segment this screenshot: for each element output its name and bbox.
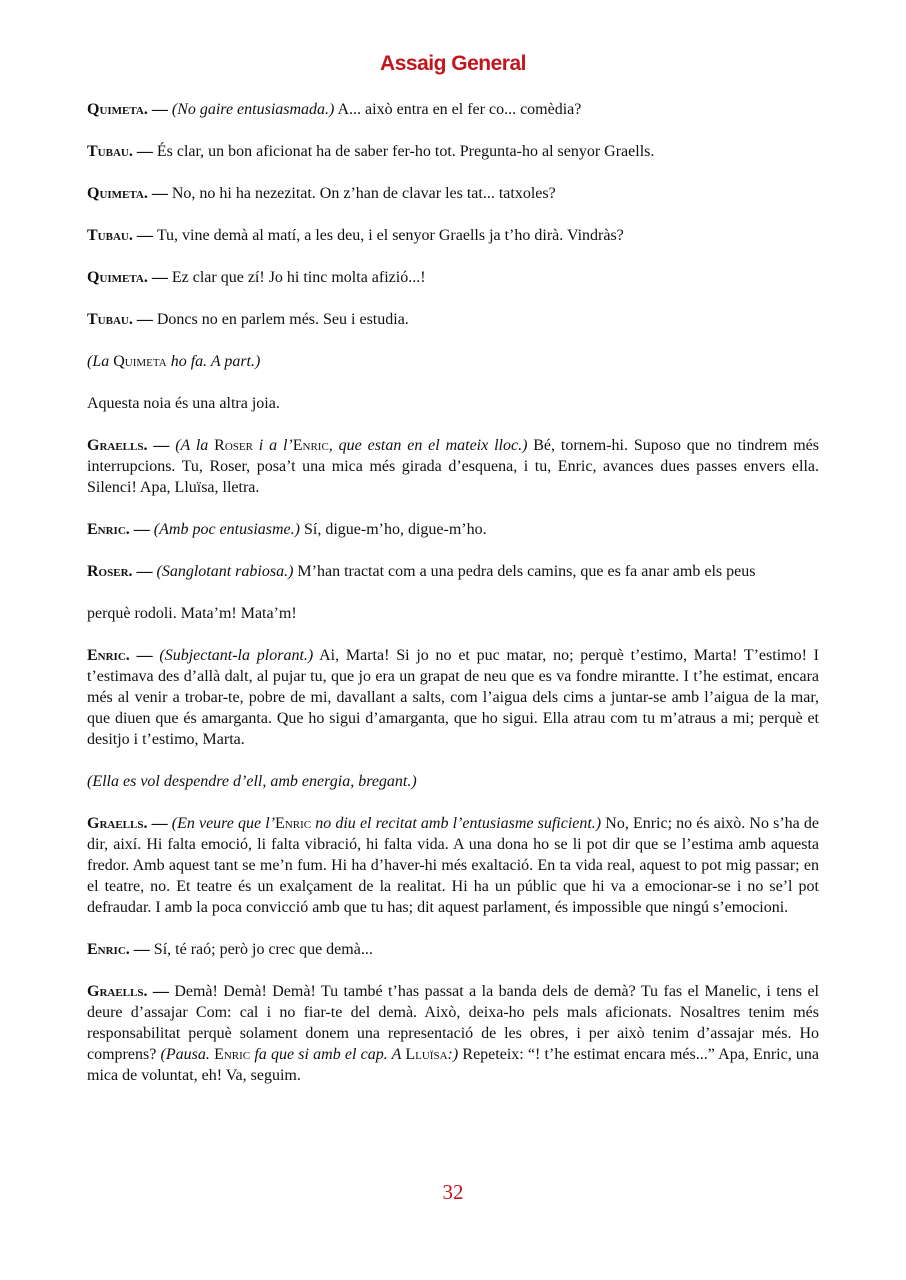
dialogue-paragraph: Graells. — Demà! Demà! Demà! Tu també t’has passat a la banda dels de demà? Tu fas el Manelic, i tens el deure d’assajar Com: cal i no fiar-te del demà. Això, deixa-ho pels mals aficionats. Nosaltres tenim més responsabilitat perquè solament donem una representació de les obres, i per això tenim d’assajar més. Ho comprens? (Pausa. Enric fa que si amb el cap. A Lluïsa:) Repeteix: “! t’he estimat encara més...” Apa, Enric, una mica de voluntat, eh! Va, seguim. [87, 983, 820, 1084]
dialogue-paragraph: Quimeta. — (No gaire entusiasmada.) A... això entra en el fer co... comèdia? [87, 101, 582, 118]
character-name: Enric [214, 1046, 251, 1063]
dialogue-text: Sí, té raó; però jo crec que demà... [153, 941, 373, 958]
dialogue-text: Tu, vine demà al matí, a les deu, i el senyor Graells ja t’ho dirà. Vindràs? [156, 227, 624, 244]
dialogue-paragraph: Tubau. — Doncs no en parlem més. Seu i estudia. [87, 311, 409, 328]
stage-direction: (Sanglotant rabiosa.) [156, 563, 294, 580]
dialogue-paragraph: Enric. — (Amb poc entusiasme.) Sí, digue-m’ho, digue-m’ho. [87, 521, 487, 538]
dialogue-text: perquè rodoli. Mata’m! Mata’m! [87, 605, 297, 622]
dialogue-text: Demà! Demà! Demà! Tu també t’has passat a la banda dels de demà? Tu fas el Manelic, i tens el deure d’assajar Com: cal i no fiar-te del demà. Això, deixa-ho pels mals aficionats. Nosaltres tenim més responsabilitat perquè solament donem una representació de les obres, i per això tenim d’assajar més. Ho comprens? [87, 983, 820, 1063]
stage-direction: (En veure que l’Enric no diu el recitat amb l’entusiasme suficient.) [171, 815, 602, 832]
dialogue-paragraph: Graells. — (En veure que l’Enric no diu el recitat amb l’entusiasme suficient.) No, Enric; no és això. No s’ha de dir, així. Hi falta emoció, li falta vibració, hi falta vida. A una dona ho se li pot dir que se l’estima amb aquesta fredor. Amb aquest tant se me’n fum. Hi ha d’haver-hi més exaltació. En ta vida real, aquest to pot mig passar; en el teatre, no. Et teatre és un exalçament de la realitat. Hi ha un públic que hi va a emocionar-se i no se’l pot defraudar. I amb la poca convicció amb que tu has; dit aquest parlament, és impossible que ningú s’emocioni. [87, 815, 820, 916]
dialogue-text: No, Enric; no és això. No s’ha de dir, així. Hi falta emoció, li falta vibració, hi falta vida. A una dona ho se li pot dir que se l’estima amb aquesta fredor. Amb aquest tant se me’n fum. Hi ha d’haver-hi més exaltació. En ta vida real, aquest to pot mig passar; en el teatre, no. Et teatre és un exalçament de la realitat. Hi ha un públic que hi va a emocionar-se i no se’l pot defraudar. I amb la poca convicció amb que tu has; dit aquest parlament, és impossible que ningú s’emocioni. [87, 815, 820, 916]
dialogue-text: Aquesta noia és una altra joia. [87, 395, 280, 412]
dialogue-text: Doncs no en parlem més. Seu i estudia. [156, 311, 409, 328]
dialogue-text: Ez clar que zí! Jo hi tinc molta afizió...! [171, 269, 426, 286]
dialogue-paragraph [87, 393, 819, 414]
dialogue-paragraph [87, 603, 819, 624]
dialogue-paragraph: Graells. — (A la Roser i a l’Enric, que estan en el mateix lloc.) Bé, tornem-hi. Suposo que no tindrem més interrupcions. Tu, Roser, posa’t una mica més girada d’esquena, i tu, Enric, avances dues passes envers ella. Silenci! Apa, Lluïsa, lletra. [87, 437, 820, 496]
stage-direction: (Pausa. Enric fa que si amb el cap. A Lluïsa:) [160, 1046, 459, 1063]
document-body [87, 99, 819, 1107]
dialogue-text: A... això entra en el fer co... comèdia? [334, 101, 582, 118]
speaker-name: Quimeta. [87, 185, 148, 202]
character-name: Quimeta [113, 353, 167, 370]
speaker-name: Enric. [87, 521, 130, 538]
dialogue-paragraph: Tubau. — És clar, un bon aficionat ha de saber fer-ho tot. Pregunta-ho al senyor Graells. [87, 143, 655, 160]
dialogue-text: M’han tractat com a una pedra dels camins, que es fa anar amb els peus [293, 563, 756, 580]
speaker-name: Tubau. [87, 227, 133, 244]
stage-direction-paragraph: (La Quimeta ho fa. A part.) [87, 353, 261, 370]
dialogue-text: Ai, Marta! Si jo no et puc matar, no; perquè t’estimo, Marta! T’estimo! I t’estimava des d’allà dalt, al pujar tu, que jo era un grapat de neu que es va fondre mirantte. I t’he estimat, encara més al venir a trobar-te, pobre de mi, davallant a salts, com l’aigua dels cims a juntar-se amb l’aigua de la mar, que diuen que és amarganta. Que ho sigui d’amarganta, que ho sigui. Ella atrau com tu m’atraus a mi; perquè et desitjo i t’estimo, Marta. [87, 647, 820, 748]
character-name: Enric [275, 815, 312, 832]
speaker-name: Quimeta. [87, 269, 148, 286]
speaker-name: Graells. [87, 815, 148, 832]
stage-direction-paragraph: (Ella es vol despendre d’ell, amb energia, bregant.) [87, 773, 417, 790]
page-title: Assaig General [380, 52, 526, 75]
dialogue-paragraph: Tubau. — Tu, vine demà al matí, a les deu, i el senyor Graells ja t’ho dirà. Vindràs? [87, 227, 624, 244]
dialogue-paragraph: Quimeta. — Ez clar que zí! Jo hi tinc molta afizió...! [87, 269, 426, 286]
dialogue-text: Repeteix: “! t’he estimat encara més...” Apa, Enric, una mica de voluntat, eh! Va, seguim. [87, 1046, 819, 1084]
speaker-name: Quimeta. [87, 101, 148, 118]
speaker-name: Tubau. [87, 311, 133, 328]
speaker-name: Enric. [87, 647, 130, 664]
stage-direction: (Amb poc entusiasme.) [153, 521, 300, 538]
speaker-name: Enric. [87, 941, 130, 958]
stage-direction: (A la Roser i a l’Enric, que estan en el mateix lloc.) [175, 437, 528, 454]
dialogue-text: Bé, tornem-hi. Suposo que no tindrem més interrupcions. Tu, Roser, posa’t una mica més girada d’esquena, i tu, Enric, avances dues passes envers ella. Silenci! Apa, Lluïsa, lletra. [87, 437, 820, 496]
dialogue-paragraph: Roser. — (Sanglotant rabiosa.) M’han tractat com a una pedra dels camins, que es fa anar amb els peus [87, 563, 756, 580]
stage-direction: (No gaire entusiasmada.) [171, 101, 335, 118]
dialogue-text: No, no hi ha nezezitat. On z’han de clavar les tat... tatxoles? [171, 185, 556, 202]
dialogue-paragraph: Quimeta. — No, no hi ha nezezitat. On z’han de clavar les tat... tatxoles? [87, 185, 556, 202]
dialogue-paragraph: Enric. — Sí, té raó; però jo crec que demà... [87, 941, 373, 958]
stage-direction: (Subjectant-la plorant.) [159, 647, 314, 664]
character-name: Lluïsa [405, 1046, 448, 1063]
dialogue-text: Sí, digue-m’ho, digue-m’ho. [299, 521, 487, 538]
speaker-name: Graells. [87, 437, 148, 454]
dialogue-paragraph: Enric. — (Subjectant-la plorant.) Ai, Marta! Si jo no et puc matar, no; perquè t’estimo, Marta! T’estimo! I t’estimava des d’allà dalt, al pujar tu, que jo era un grapat de neu que es va fondre mirantte. I t’he estimat, encara més al venir a trobar-te, pobre de mi, davallant a salts, com l’aigua dels cims a juntar-se amb l’aigua de la mar, que diuen que és amarganta. Que ho sigui d’amarganta, que ho sigui. Ella atrau com tu m’atraus a mi; perquè et desitjo i t’estimo, Marta. [87, 647, 820, 748]
speaker-name: Roser. [87, 563, 133, 580]
speaker-name: Graells. [87, 983, 148, 1000]
dialogue-text: És clar, un bon aficionat ha de saber fer-ho tot. Pregunta-ho al senyor Graells. [156, 143, 655, 160]
character-name: Enric [292, 437, 329, 454]
character-name: Roser [214, 437, 253, 454]
page-number: 32 [442, 1180, 464, 1204]
speaker-name: Tubau. [87, 143, 133, 160]
